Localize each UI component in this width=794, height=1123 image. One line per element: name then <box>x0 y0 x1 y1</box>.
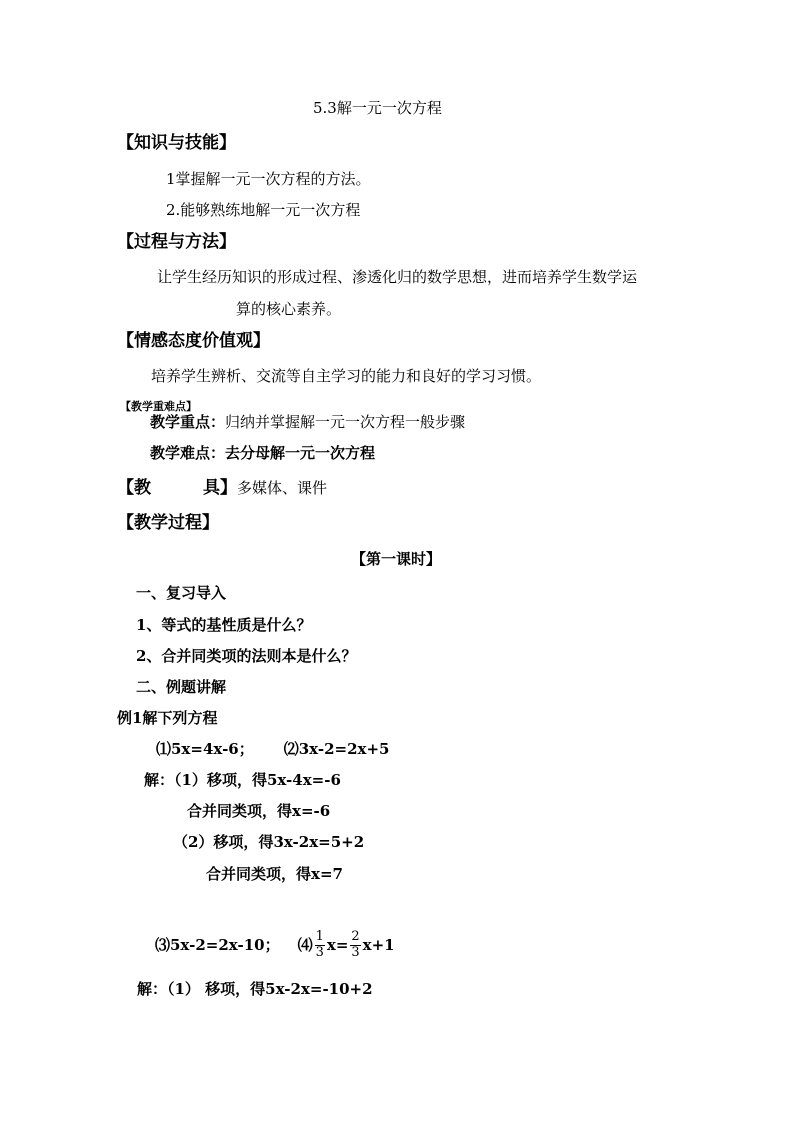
process-heading: 【过程与方法】 <box>117 232 236 252</box>
knowledge-item-2: 2.能够熟练地解一元一次方程 <box>166 201 361 219</box>
focus-line <box>150 415 465 430</box>
knowledge-heading: 【知识与技能】 <box>117 133 236 153</box>
equation-3-4 <box>155 930 395 961</box>
equation-1-2 <box>156 742 389 757</box>
tools-heading-left: 【教 <box>117 478 151 498</box>
difficulty-line <box>150 446 375 461</box>
equation-2: ⑵3x-2=2x+5 <box>283 740 390 758</box>
focus-text: 归纳并掌握解一元一次方程一般步骤 <box>225 413 466 431</box>
solution-2-step-1: （2）移项，得3x-2x=5+2 <box>173 833 365 851</box>
fraction-one-third: $\frac{1}{3}$ <box>315 929 324 960</box>
equation-3: ⑶5x-2=2x-10； <box>155 935 280 954</box>
solution-1-step-1: 解：（1）移项，得5x-4x=-6 <box>144 771 341 789</box>
focus-label: 教学重点： <box>150 413 226 431</box>
difficulty-label: 教学难点： <box>150 444 226 462</box>
difficulty-text: 去分母解一元一次方程 <box>225 444 376 462</box>
keypoints-heading: 【教学重难点】 <box>120 400 197 413</box>
tools-heading <box>117 480 327 497</box>
process-line-2: 算的核心素养。 <box>236 300 342 318</box>
knowledge-item-1: 1掌握解一元一次方程的方法。 <box>166 170 371 188</box>
process-line-1: 让学生经历知识的形成过程、渗透化归的数学思想，进而培养学生数学运 <box>157 268 638 286</box>
solution-1-step-2: 合并同类项，得x=-6 <box>187 802 331 820</box>
tools-heading-right: 具】 <box>203 478 237 498</box>
tools-text: 多媒体、课件 <box>237 479 328 497</box>
examples-title: 二、例题讲解 <box>136 678 227 696</box>
emotion-heading: 【情感态度价值观】 <box>117 331 270 351</box>
fraction-two-thirds: $\frac{2}{3}$ <box>351 929 360 960</box>
solution-2-step-2: 合并同类项，得x=7 <box>206 865 343 883</box>
question-1: 1、等式的基性质是什么？ <box>136 616 312 634</box>
teaching-heading: 【教学过程】 <box>117 513 219 533</box>
equation-4-mid: x= <box>326 935 349 954</box>
solution-3-step-1: 解：（1） 移项，得5x-2x=-10+2 <box>137 980 373 998</box>
page-title: 5.3解一元一次方程 <box>313 99 442 117</box>
emotion-text: 培养学生辨析、交流等自主学习的能力和良好的学习习惯。 <box>151 367 542 385</box>
example-1-title: 例1解下列方程 <box>117 709 218 727</box>
review-title: 一、复习导入 <box>136 584 227 602</box>
question-2: 2、合并同类项的法则本是什么？ <box>136 647 357 665</box>
lesson-label: 【第一课时】 <box>351 550 442 568</box>
equation-4-suffix: x+1 <box>362 935 395 954</box>
equation-4-prefix: ⑷ <box>297 935 313 954</box>
equation-1: ⑴5x=4x-6； <box>156 740 254 758</box>
